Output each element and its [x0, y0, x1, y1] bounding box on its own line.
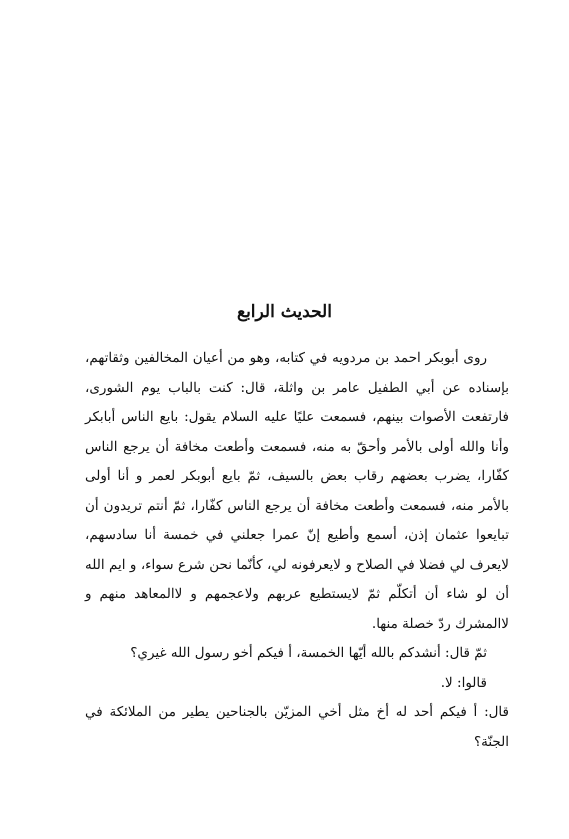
- paragraph-question-brother: ثمّ قال: أنشدكم بالله أيّها الخمسة، أ فيكم أخو رسول الله غيري؟: [130, 645, 487, 661]
- hadith-title: الحديث الرابع: [237, 302, 332, 322]
- paragraph-question-wings: قال: أ فيكم أحد له أخ مثل أخي المزيّن بالجناحين يطير من الملائكة في الجنّة؟: [85, 704, 509, 750]
- paragraph-answer-no: قالوا: لا.: [440, 674, 487, 691]
- hadith-body: [85, 344, 509, 757]
- paragraph-narration: روى أبوبكر احمد بن مردويه في كتابه، وهو من أعيان المخالفين وثقاتهم، بإسناده عن أبي الطفيل عامر بن واثلة، قال: كنت بالباب يوم الشورى، فارتفعت الأصوات بينهم، فسمعت عليًا عليه السلام يقول: بايع الناس أبابكر وأنا والله أولى بالأمر وأحقّ به منه، فسمعت وأطعت مخافة أن يرجع الناس كفّارا، يضرب بعضهم رقاب بعض بالسيف، ثمّ بايع أبوبكر لعمر و أنا أولى بالأمر منه، فسمعت وأطعت مخافة أن يرجع الناس كفّارا، ثمّ أنتم تريدون أن تبايعوا عثمان إذن، أسمع وأطيع إنّ عمرا جعلني في خمسة أنا سادسهم، لايعرف لي فضلا في الصلاح و لايعرفونه لي، كأنّما نحن شرع سواء، و ايم الله أن لو شاء أن أتكلّم ثمّ لايستطيع عربهم ولاعجمهم و لاالمعاهد منهم و لاالمشرك ردّ خصلة منها.: [85, 350, 509, 632]
